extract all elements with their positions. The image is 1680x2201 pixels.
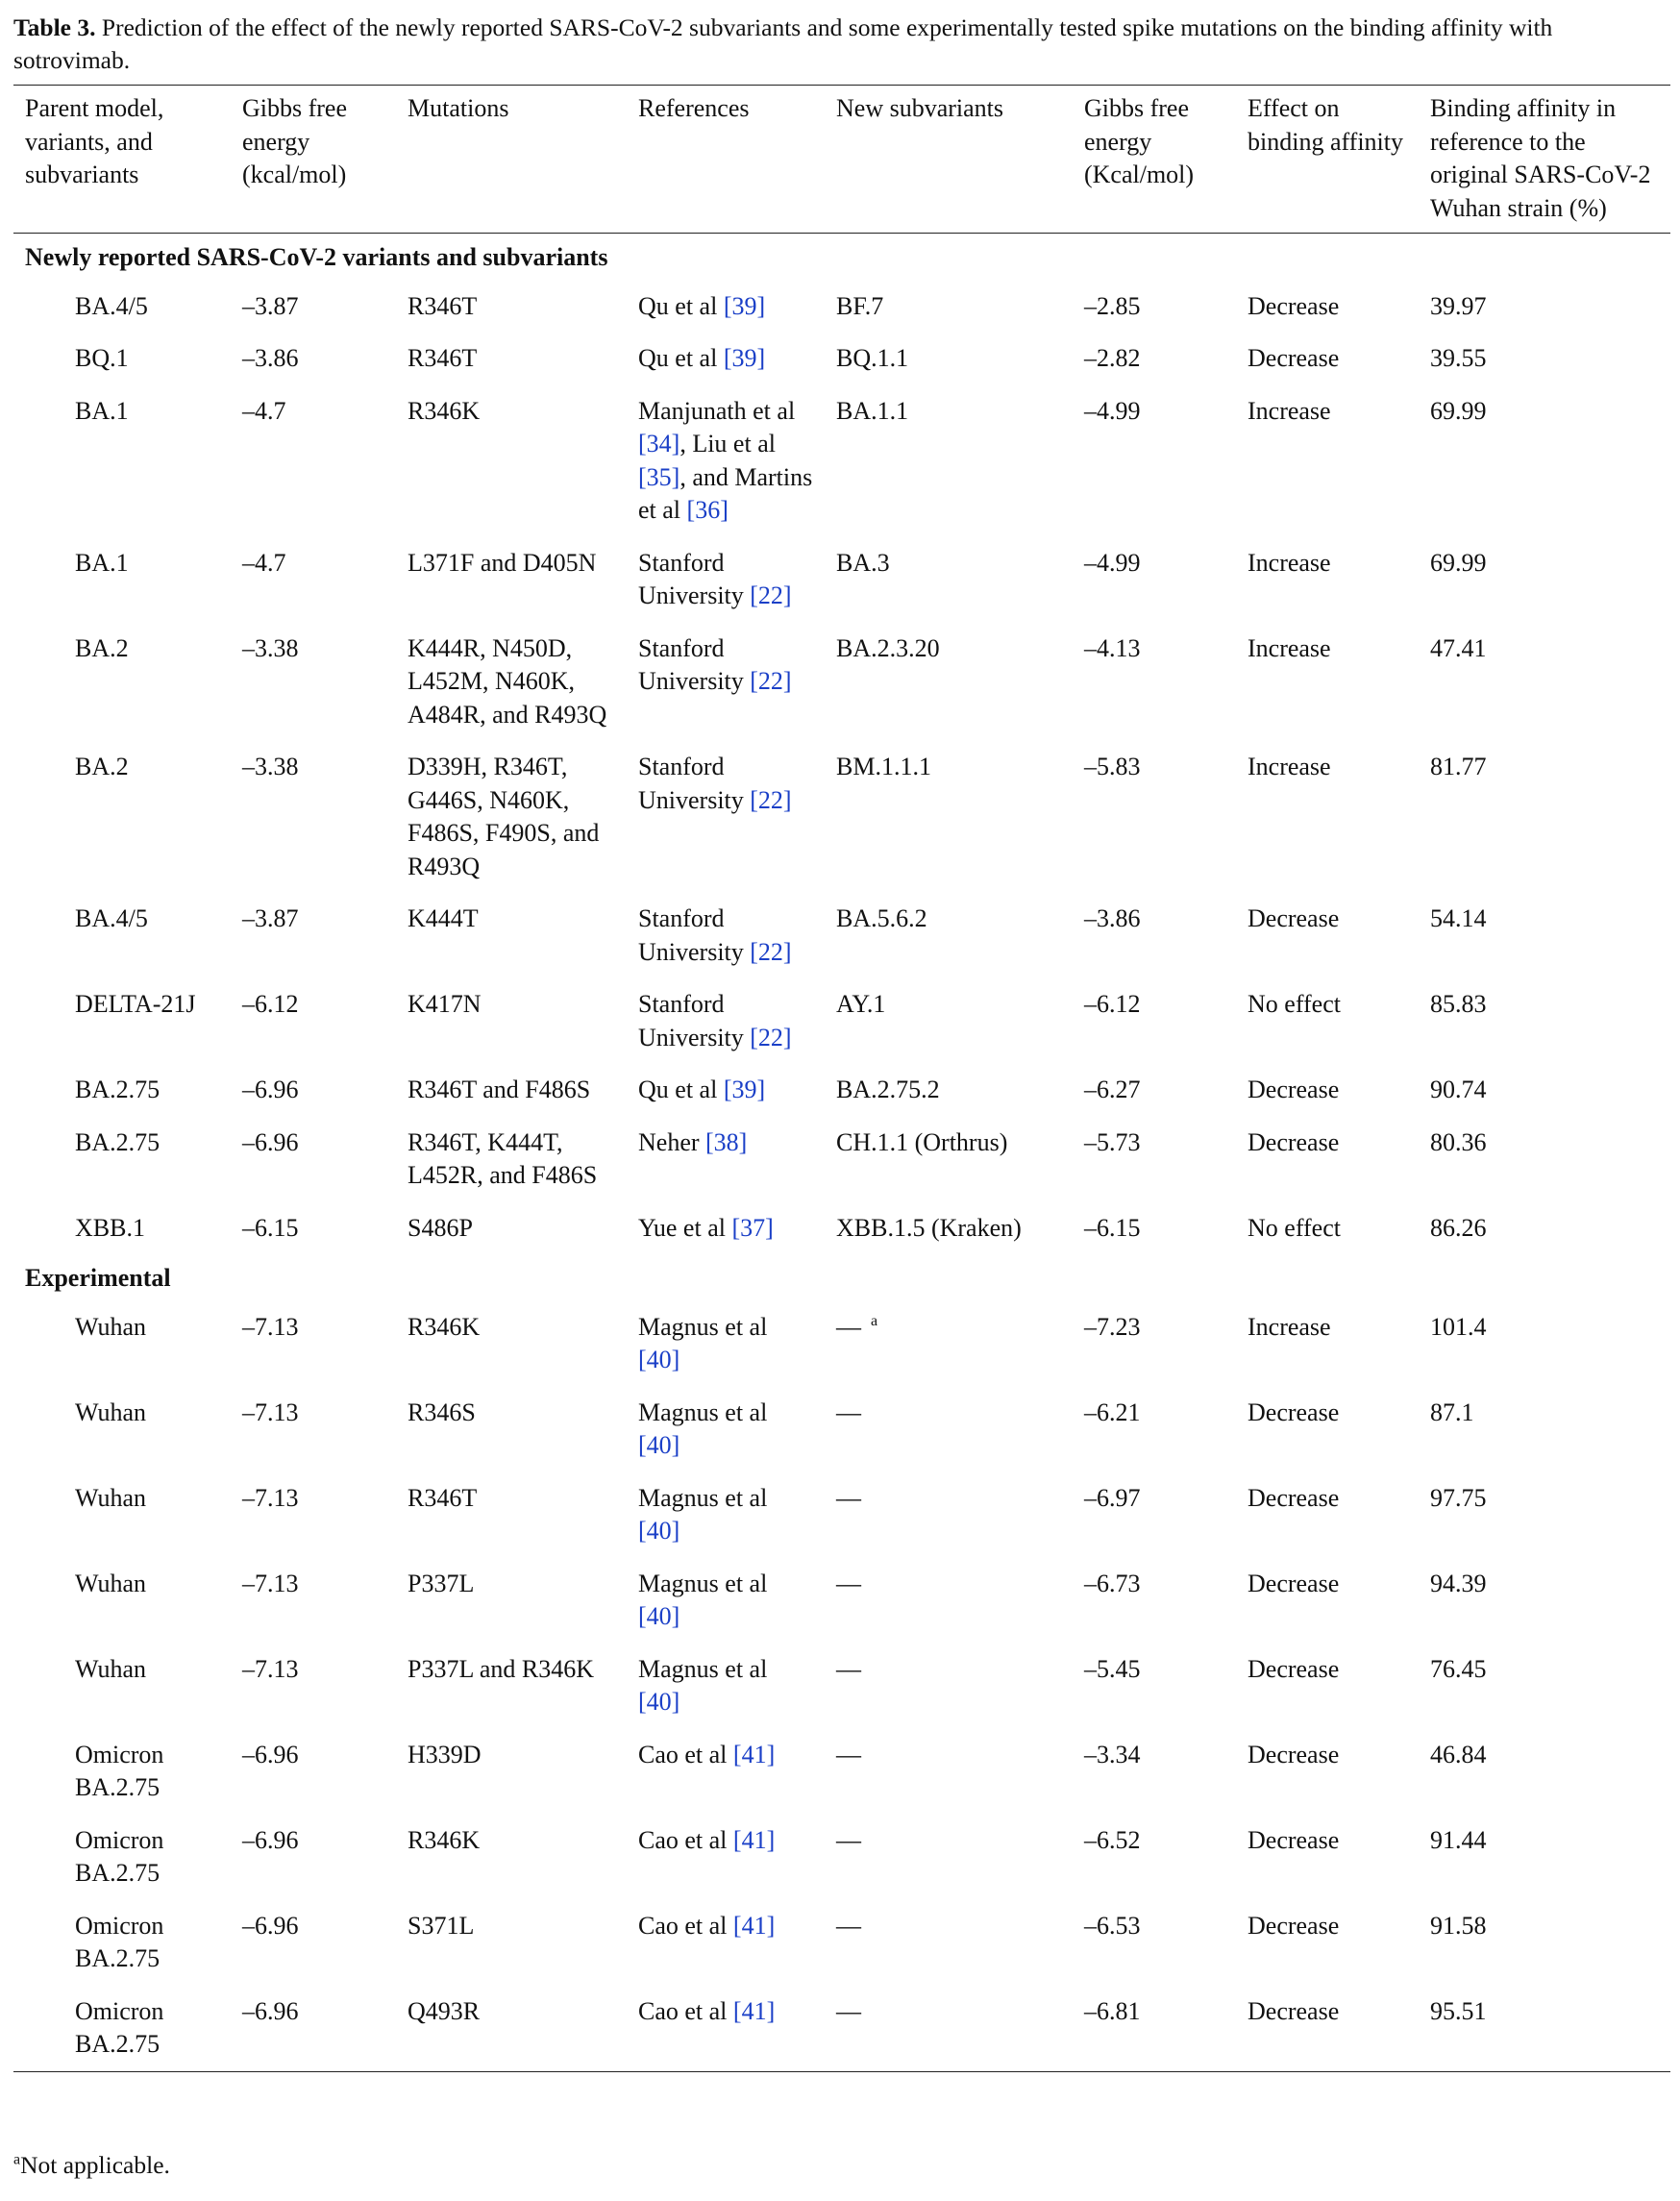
cell-effect: Decrease — [1248, 1825, 1340, 1854]
reference-author: Magnus et al — [638, 1483, 768, 1512]
cell-new-subvariant — [825, 893, 1073, 978]
reference-author: Stanford University — [638, 990, 751, 1051]
table-header — [13, 86, 1670, 234]
cell-gibbs-new: –6.15 — [1084, 1213, 1141, 1242]
cell-references — [627, 1644, 825, 1729]
cell-parent: BA.1 — [75, 396, 129, 425]
table-row — [13, 1472, 1670, 1558]
section-title: Experimental — [25, 1264, 171, 1292]
cell-effect: No effect — [1248, 990, 1341, 1018]
cell-mutations: D339H, R346T, G446S, N460K, F486S, F490S, and R493Q — [408, 753, 600, 880]
cell-mutations: R346T — [408, 344, 478, 372]
cell-affinity: 95.51 — [1430, 1996, 1487, 2025]
cell-gibbs-parent: –3.87 — [242, 291, 299, 320]
cell-references — [627, 1815, 825, 1900]
cell-parent: Omicron BA.2.75 — [75, 1825, 164, 1887]
table-body — [13, 234, 1670, 2072]
table-row — [13, 741, 1670, 893]
cell-effect: Decrease — [1248, 904, 1340, 932]
cell-parent: Omicron BA.2.75 — [75, 1911, 164, 1972]
reference-link[interactable]: [39] — [723, 291, 766, 320]
cell-gibbs-new: –4.99 — [1084, 396, 1141, 425]
cell-references — [627, 333, 825, 385]
cell-effect: Increase — [1248, 396, 1331, 425]
reference-link[interactable]: [22] — [750, 667, 792, 695]
cell-gibbs-new: –6.81 — [1084, 1996, 1141, 2025]
cell-references — [627, 623, 825, 742]
cell-parent: Wuhan — [75, 1654, 147, 1683]
section-title: Newly reported SARS-CoV-2 variants and subvariants — [25, 243, 608, 271]
new-subvariant-value: BA.2.75.2 — [836, 1076, 940, 1103]
reference-author: Magnus et al — [638, 1312, 768, 1341]
reference-link[interactable]: [22] — [750, 581, 792, 609]
cell-gibbs-new: –6.12 — [1084, 990, 1141, 1018]
cell-effect: Decrease — [1248, 291, 1340, 320]
cell-mutations: P337L and R346K — [408, 1654, 595, 1683]
new-subvariant-value: XBB.1.5 (Kraken) — [836, 1213, 1022, 1242]
new-subvariant-value: CH.1.1 (Orthrus) — [836, 1127, 1008, 1156]
cell-affinity: 87.1 — [1430, 1397, 1474, 1426]
cell-new-subvariant — [825, 1117, 1073, 1202]
cell-new-subvariant — [825, 537, 1073, 623]
reference-link[interactable]: [41] — [732, 1825, 776, 1854]
cell-effect: Increase — [1248, 1312, 1331, 1341]
cell-parent: BQ.1 — [75, 344, 129, 372]
cell-new-subvariant — [825, 1472, 1073, 1558]
cell-mutations: K444T — [408, 904, 479, 932]
cell-references — [627, 1301, 825, 1387]
table-row — [13, 333, 1670, 385]
reference-author: Cao et al — [638, 1996, 733, 2025]
reference-link[interactable]: [22] — [750, 937, 792, 966]
table-row — [13, 1202, 1670, 1255]
reference-link[interactable]: [40] — [638, 1602, 680, 1630]
cell-gibbs-new: –4.99 — [1084, 548, 1141, 577]
cell-mutations: R346T, K444T, L452R, and F486S — [408, 1127, 598, 1189]
reference-author: Yue et al — [638, 1213, 732, 1242]
cell-parent: Wuhan — [75, 1312, 147, 1341]
cell-references — [627, 1387, 825, 1472]
cell-affinity: 101.4 — [1430, 1312, 1487, 1341]
footnote-mark: a — [13, 2151, 21, 2168]
new-subvariant-value: — — [836, 1911, 861, 1940]
cell-gibbs-new: –2.85 — [1084, 291, 1141, 320]
cell-new-subvariant — [825, 333, 1073, 385]
cell-affinity: 91.44 — [1430, 1825, 1487, 1854]
cell-gibbs-parent: –7.13 — [242, 1312, 299, 1341]
cell-gibbs-parent: –7.13 — [242, 1397, 299, 1426]
new-subvariant-value: — — [836, 1740, 861, 1768]
table-caption-text: Prediction of the effect of the newly reported SARS-CoV-2 subvariants and some experimentally tested spike mutations on the binding affinity with sotrovimab. — [13, 13, 1553, 74]
table-row — [13, 1064, 1670, 1117]
cell-gibbs-parent: –7.13 — [242, 1569, 299, 1597]
header-references: References — [627, 86, 825, 234]
cell-parent: BA.2 — [75, 753, 129, 780]
reference-author: Qu et al — [638, 344, 724, 372]
table-row — [13, 1117, 1670, 1202]
cell-references: Manjunath et al [34], Liu et al [35], and Martins et al [36] — [638, 396, 813, 524]
cell-references — [627, 1986, 825, 2072]
new-subvariant-value: AY.1 — [836, 990, 886, 1018]
cell-affinity: 54.14 — [1430, 904, 1487, 932]
cell-mutations: S486P — [408, 1213, 473, 1242]
cell-gibbs-parent: –6.96 — [242, 1127, 299, 1156]
cell-mutations: K417N — [408, 990, 482, 1018]
new-subvariant-value: — — [836, 1654, 861, 1683]
cell-new-subvariant — [825, 978, 1073, 1064]
cell-affinity: 46.84 — [1430, 1740, 1487, 1768]
reference-author: Stanford University — [638, 753, 751, 814]
reference-author: Cao et al — [638, 1740, 733, 1768]
cell-mutations: L371F and D405N — [408, 548, 597, 577]
cell-gibbs-parent: –6.96 — [242, 1740, 299, 1768]
cell-affinity: 97.75 — [1430, 1483, 1487, 1512]
reference-author: Magnus et al — [638, 1397, 768, 1426]
new-subvariant-value: — — [836, 1569, 861, 1597]
cell-mutations: H339D — [408, 1740, 482, 1768]
reference-author: Magnus et al — [638, 1569, 768, 1597]
cell-new-subvariant — [825, 1301, 1073, 1387]
new-subvariant-value: — — [836, 1996, 861, 2025]
cell-new-subvariant — [825, 281, 1073, 334]
table-row — [13, 1644, 1670, 1729]
cell-effect: Decrease — [1248, 1483, 1340, 1512]
table-row — [13, 1815, 1670, 1900]
cell-affinity: 39.55 — [1430, 344, 1487, 372]
cell-gibbs-parent: –6.12 — [242, 990, 299, 1018]
cell-gibbs-new: –3.86 — [1084, 904, 1141, 932]
reference-author: Stanford University — [638, 904, 751, 966]
cell-gibbs-parent: –6.96 — [242, 1911, 299, 1940]
cell-gibbs-new: –3.34 — [1084, 1740, 1141, 1768]
reference-link[interactable]: [40] — [638, 1688, 680, 1716]
cell-gibbs-new: –6.73 — [1084, 1569, 1141, 1597]
table-row — [13, 978, 1670, 1064]
cell-effect: Decrease — [1248, 1740, 1340, 1768]
table-label: Table 3. — [13, 13, 96, 41]
cell-parent: Wuhan — [75, 1397, 147, 1426]
reference-author: Magnus et al — [638, 1654, 768, 1683]
cell-parent: BA.4/5 — [75, 904, 148, 932]
cell-mutations: K444R, N450D, L452M, N460K, A484R, and R493Q — [408, 633, 607, 729]
section-row — [13, 234, 1670, 281]
cell-affinity: 69.99 — [1430, 396, 1487, 425]
new-subvariant-value: BQ.1.1 — [836, 344, 909, 372]
cell-affinity: 76.45 — [1430, 1654, 1487, 1683]
cell-gibbs-parent: –4.7 — [242, 396, 286, 425]
cell-references — [627, 281, 825, 334]
cell-gibbs-parent: –6.96 — [242, 1825, 299, 1854]
cell-affinity: 94.39 — [1430, 1569, 1487, 1597]
new-subvariant-value: BA.3 — [836, 548, 890, 577]
reference-author: Stanford University — [638, 633, 751, 695]
cell-mutations: P337L — [408, 1569, 475, 1597]
cell-parent: Wuhan — [75, 1483, 147, 1512]
table-row — [13, 1900, 1670, 1986]
reference-author: Neher — [638, 1127, 706, 1156]
cell-effect: Decrease — [1248, 1911, 1340, 1940]
cell-gibbs-new: –6.27 — [1084, 1076, 1141, 1103]
table-row — [13, 1729, 1670, 1815]
new-subvariant-value: BA.1.1 — [836, 396, 909, 425]
new-subvariant-value: — — [836, 1312, 861, 1341]
reference-link[interactable]: [39] — [723, 344, 766, 372]
header-affinity: Binding affinity in reference to the original SARS-CoV-2 Wuhan strain (%) — [1419, 86, 1670, 234]
new-subvariant-value: BF.7 — [836, 291, 884, 320]
cell-parent: Wuhan — [75, 1569, 147, 1597]
cell-references — [627, 1729, 825, 1815]
cell-gibbs-new: –6.21 — [1084, 1397, 1141, 1426]
table-row — [13, 385, 1670, 537]
header-mutations: Mutations — [396, 86, 627, 234]
cell-mutations: S371L — [408, 1911, 475, 1940]
reference-link[interactable]: [22] — [750, 785, 792, 814]
reference-author: Cao et al — [638, 1825, 733, 1854]
cell-gibbs-new: –6.97 — [1084, 1483, 1141, 1512]
cell-gibbs-parent: –6.15 — [242, 1213, 299, 1242]
cell-affinity: 86.26 — [1430, 1213, 1487, 1242]
reference-link[interactable]: [37] — [731, 1213, 774, 1242]
header-gibbs-parent: Gibbs free energy (kcal/mol) — [231, 86, 396, 234]
cell-references — [627, 978, 825, 1064]
new-subvariant-value: — — [836, 1483, 861, 1512]
cell-effect: Decrease — [1248, 1569, 1340, 1597]
cell-effect: Increase — [1248, 753, 1331, 780]
footnote-text: Not applicable. — [20, 2151, 170, 2179]
cell-effect: Decrease — [1248, 1127, 1340, 1156]
cell-references — [627, 1558, 825, 1644]
cell-effect: Decrease — [1248, 344, 1340, 372]
cell-gibbs-new: –2.82 — [1084, 344, 1141, 372]
new-subvariant-value: BA.2.3.20 — [836, 633, 940, 662]
cell-references — [627, 1064, 825, 1117]
header-effect: Effect on binding affinity — [1236, 86, 1419, 234]
new-subvariant-value: — — [836, 1397, 861, 1426]
new-subvariant-value: — — [836, 1825, 861, 1854]
cell-mutations: R346S — [408, 1397, 476, 1426]
cell-new-subvariant — [825, 385, 1073, 537]
cell-mutations: R346K — [408, 396, 481, 425]
new-subvariant-value: BM.1.1.1 — [836, 753, 931, 780]
cell-gibbs-parent: –3.86 — [242, 344, 299, 372]
reference-author: Qu et al — [638, 1076, 724, 1103]
cell-gibbs-parent: –6.96 — [242, 1996, 299, 2025]
cell-references — [627, 1202, 825, 1255]
cell-gibbs-new: –4.13 — [1084, 633, 1141, 662]
cell-parent: Omicron BA.2.75 — [75, 1740, 164, 1801]
cell-effect: Increase — [1248, 548, 1331, 577]
cell-parent: BA.2 — [75, 633, 129, 662]
reference-link[interactable]: [41] — [732, 1740, 776, 1768]
cell-mutations: Q493R — [408, 1996, 481, 2025]
cell-affinity: 69.99 — [1430, 548, 1487, 577]
reference-link[interactable]: [40] — [638, 1431, 680, 1459]
cell-gibbs-new: –6.53 — [1084, 1911, 1141, 1940]
cell-affinity: 90.74 — [1430, 1076, 1487, 1103]
data-table — [13, 85, 1670, 2072]
table-row — [13, 623, 1670, 742]
cell-new-subvariant — [825, 1815, 1073, 1900]
cell-gibbs-parent: –3.87 — [242, 904, 299, 932]
cell-gibbs-new: –7.23 — [1084, 1312, 1141, 1341]
table-row — [13, 1301, 1670, 1387]
cell-affinity: 91.58 — [1430, 1911, 1487, 1940]
reference-link[interactable]: [38] — [705, 1127, 748, 1156]
cell-references — [627, 1900, 825, 1986]
reference-author: Qu et al — [638, 291, 724, 320]
header-new-subvariants: New subvariants — [825, 86, 1073, 234]
cell-new-subvariant — [825, 1202, 1073, 1255]
cell-gibbs-new: –6.52 — [1084, 1825, 1141, 1854]
cell-parent: BA.1 — [75, 548, 129, 577]
cell-effect: Decrease — [1248, 1076, 1340, 1103]
cell-parent: BA.4/5 — [75, 291, 148, 320]
cell-parent: BA.2.75 — [75, 1127, 161, 1156]
cell-gibbs-new: –5.45 — [1084, 1654, 1141, 1683]
cell-mutations: R346K — [408, 1312, 481, 1341]
cell-effect: No effect — [1248, 1213, 1341, 1242]
cell-parent: DELTA-21J — [75, 990, 196, 1018]
footnote-marker: a — [871, 1312, 878, 1329]
reference-link[interactable]: [40] — [638, 1346, 680, 1373]
cell-mutations: R346T — [408, 291, 478, 320]
cell-affinity: 85.83 — [1430, 990, 1487, 1018]
cell-effect: Decrease — [1248, 1397, 1340, 1426]
cell-effect: Decrease — [1248, 1996, 1340, 2025]
cell-references — [627, 741, 825, 893]
cell-gibbs-parent: –4.7 — [242, 548, 286, 577]
cell-affinity: 47.41 — [1430, 633, 1487, 662]
cell-new-subvariant — [825, 1644, 1073, 1729]
table-row — [13, 281, 1670, 334]
cell-gibbs-parent: –3.38 — [242, 753, 299, 780]
header-parent: Parent model, variants, and subvariants — [13, 86, 231, 234]
reference-link[interactable]: [40] — [638, 1517, 680, 1545]
cell-parent: XBB.1 — [75, 1213, 145, 1242]
cell-new-subvariant — [825, 741, 1073, 893]
reference-link[interactable]: [39] — [723, 1076, 766, 1103]
cell-parent: Omicron BA.2.75 — [75, 1996, 164, 2058]
reference-link[interactable]: [41] — [732, 1996, 776, 2025]
cell-new-subvariant — [825, 1558, 1073, 1644]
cell-new-subvariant — [825, 1986, 1073, 2072]
cell-affinity: 39.97 — [1430, 291, 1487, 320]
header-row — [13, 86, 1670, 234]
cell-mutations: R346K — [408, 1825, 481, 1854]
cell-new-subvariant — [825, 623, 1073, 742]
cell-gibbs-new: –5.83 — [1084, 753, 1141, 780]
cell-new-subvariant — [825, 1900, 1073, 1986]
cell-references — [627, 1472, 825, 1558]
new-subvariant-value: BA.5.6.2 — [836, 904, 927, 932]
cell-gibbs-parent: –3.38 — [242, 633, 299, 662]
cell-references — [627, 1117, 825, 1202]
section-row — [13, 1254, 1670, 1301]
cell-gibbs-parent: –7.13 — [242, 1483, 299, 1512]
cell-gibbs-parent: –7.13 — [242, 1654, 299, 1683]
reference-link[interactable]: [22] — [750, 1023, 792, 1051]
footnote — [13, 2149, 170, 2182]
cell-new-subvariant — [825, 1387, 1073, 1472]
cell-gibbs-parent: –6.96 — [242, 1076, 299, 1103]
cell-parent: BA.2.75 — [75, 1076, 161, 1103]
cell-effect: Decrease — [1248, 1654, 1340, 1683]
cell-new-subvariant — [825, 1064, 1073, 1117]
cell-gibbs-new: –5.73 — [1084, 1127, 1141, 1156]
cell-mutations: R346T — [408, 1483, 478, 1512]
cell-effect: Increase — [1248, 633, 1331, 662]
table-row — [13, 1387, 1670, 1472]
table-row — [13, 1986, 1670, 2072]
cell-affinity: 80.36 — [1430, 1127, 1487, 1156]
cell-references — [627, 893, 825, 978]
cell-mutations: R346T and F486S — [408, 1076, 591, 1103]
table-caption — [13, 12, 1667, 77]
table-row — [13, 537, 1670, 623]
reference-link[interactable]: [41] — [732, 1911, 776, 1940]
reference-author: Stanford University — [638, 548, 751, 609]
reference-author: Cao et al — [638, 1911, 733, 1940]
cell-affinity: 81.77 — [1430, 753, 1487, 780]
cell-new-subvariant — [825, 1729, 1073, 1815]
table-row — [13, 893, 1670, 978]
table-row — [13, 1558, 1670, 1644]
header-gibbs-new: Gibbs free energy (Kcal/mol) — [1073, 86, 1236, 234]
cell-references — [627, 537, 825, 623]
